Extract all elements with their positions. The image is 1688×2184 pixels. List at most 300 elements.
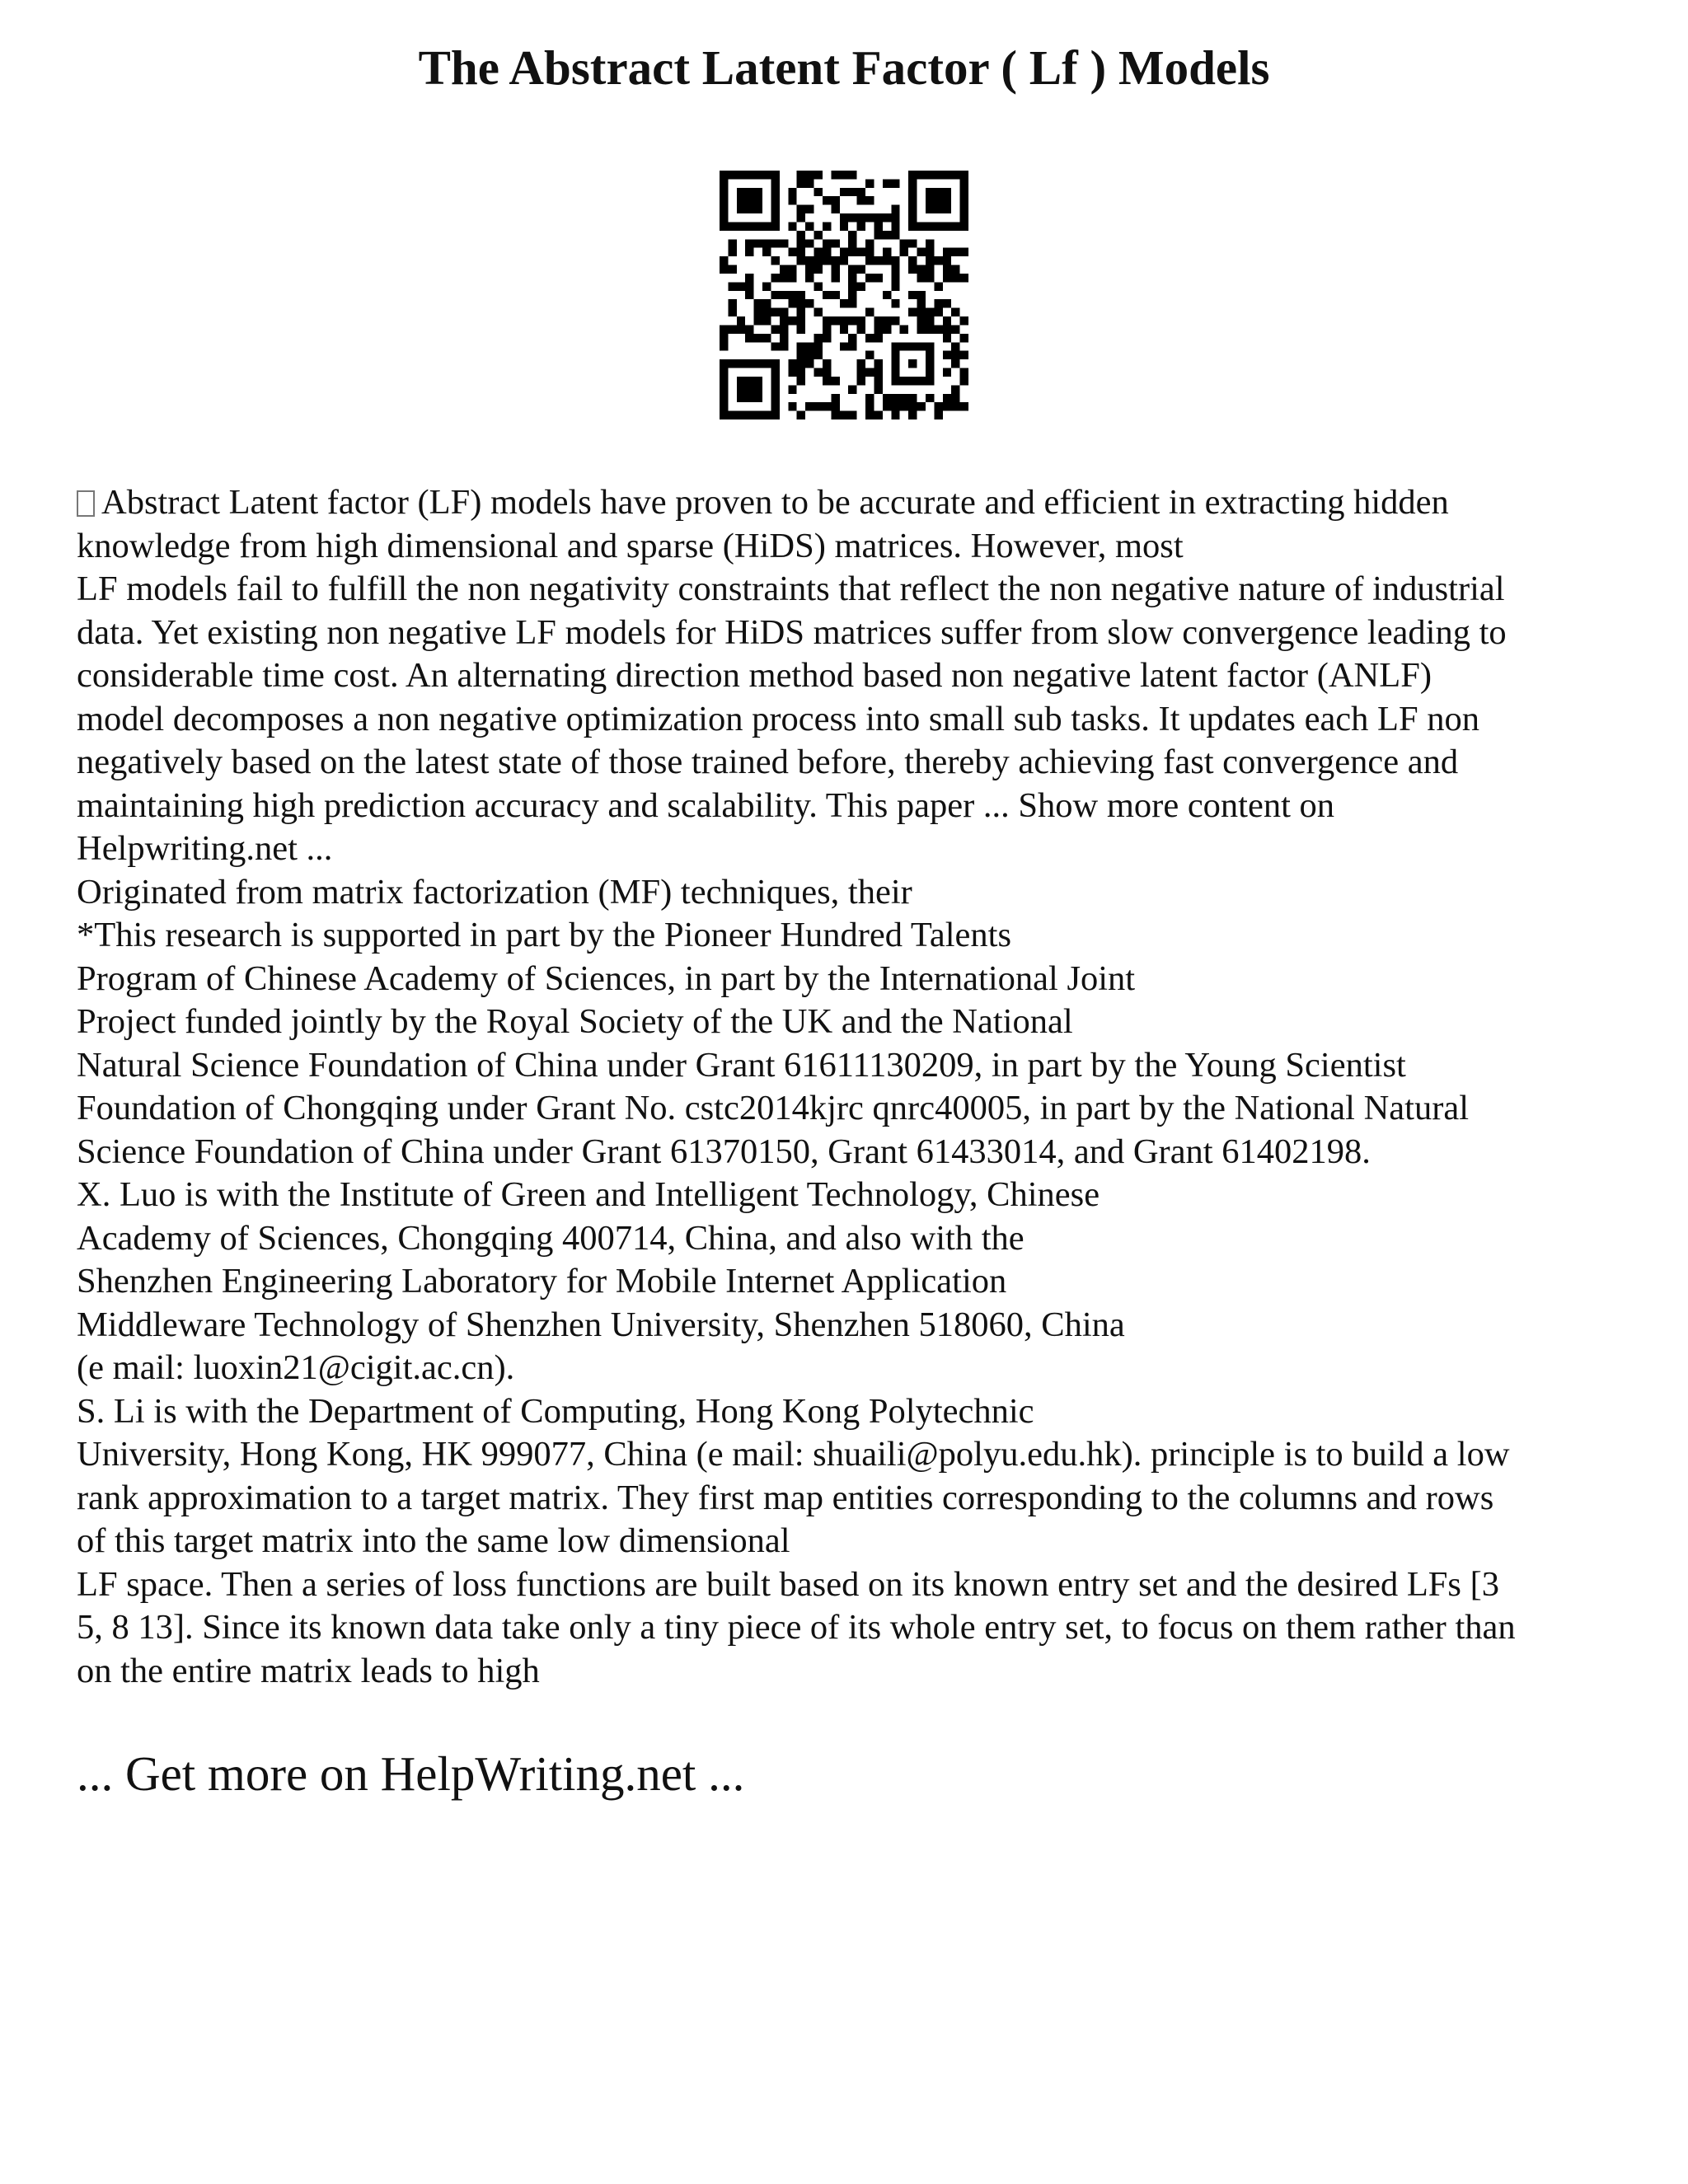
qr-module [900,325,908,333]
qr-module [745,325,753,333]
author-affiliation-line: X. Luo is with the Institute of Green and Intelligent Technology, Chinese [77,1175,1100,1214]
qr-module [831,377,839,385]
qr-module [857,359,865,368]
qr-module [951,248,959,256]
qr-module [883,213,891,222]
qr-module [874,213,882,222]
qr-module [857,248,865,256]
qr-module [865,368,874,377]
qr-module [754,299,762,307]
qr-module [934,299,942,307]
qr-module [960,351,968,359]
qr-module [780,325,788,333]
qr-module [943,265,951,274]
qr-module [865,411,874,419]
qr-module [865,334,874,342]
body-line: on the entire matrix leads to high [77,1651,540,1690]
qr-module [788,188,796,196]
qr-module [926,316,934,325]
qr-module [745,334,753,342]
qr-module [754,308,762,316]
qr-module [891,394,899,402]
qr-module [900,394,908,402]
qr-module [900,402,908,410]
qr-module [840,188,848,196]
qr-module [865,256,874,265]
footnote-line: Natural Science Foundation of China under Grant 61611130209, in part by the Young Scientist [77,1045,1406,1085]
qr-module [960,334,968,342]
footnote-line: Science Foundation of China under Grant 61370150, Grant 61433014, and Grant 61402198. [77,1132,1371,1171]
qr-module [865,248,874,256]
qr-module [814,231,823,239]
qr-module [831,291,839,299]
qr-module [814,368,823,377]
qr-module [917,325,926,333]
qr-module [848,334,856,342]
qr-module [840,248,848,256]
qr-module [960,368,968,377]
qr-module [797,239,805,247]
qr-module [728,325,736,333]
qr-module [951,308,959,316]
qr-module [797,256,805,265]
qr-module [848,282,856,290]
qr-module [780,265,788,274]
qr-module [754,239,762,247]
qr-module [848,316,856,325]
qr-module [771,342,779,350]
qr-module [874,274,882,282]
qr-module [917,402,926,410]
qr-module [960,274,968,282]
qr-module [874,316,882,325]
qr-module [805,299,814,307]
qr-module [831,205,839,213]
qr-module [754,316,762,325]
qr-module [728,265,736,274]
qr-module [823,368,831,377]
qr-module [771,291,779,299]
body-line: University, Hong Kong, HK 999077, China (e mail: shuaili@polyu.edu.hk). principle is to build a low [77,1435,1510,1474]
qr-module [891,222,899,230]
qr-module [805,351,814,359]
qr-module [926,274,934,282]
qr-module [951,351,959,359]
abstract-line: data. Yet existing non negative LF models for HiDS matrices suffer from slow convergence leading to [77,612,1507,652]
qr-module [797,368,805,377]
abstract-line: knowledge from high dimensional and sparse (HiDS) matrices. However, most [77,526,1184,565]
qr-module [788,299,796,307]
qr-module [840,316,848,325]
qr-module [883,291,891,299]
qr-module [883,248,891,256]
qr-module [771,325,779,333]
qr-module [728,248,736,256]
qr-module [848,342,856,350]
qr-module [823,325,831,333]
qr-module [737,316,745,325]
abstract-line: considerable time cost. An alternating direction method based non negative latent factor (ANLF) [77,656,1432,695]
qr-module [797,179,805,187]
qr-module [762,282,771,290]
qr-module [831,265,839,274]
qr-module [814,188,823,196]
qr-module [771,274,779,282]
qr-module [814,171,823,179]
abstract-line: maintaining high prediction accuracy and scalability. This paper ... Show more content on [77,785,1335,825]
qr-module [788,402,796,410]
qr-module [891,205,899,213]
qr-module [840,325,848,333]
author-affiliation-line: Academy of Sciences, Chongqing 400714, China, and also with the [77,1218,1025,1258]
missing-glyph-icon [77,490,95,517]
qr-module [960,402,968,410]
qr-module [823,222,831,230]
qr-module [797,316,805,325]
qr-module [883,316,891,325]
qr-module [883,231,891,239]
qr-module [823,377,831,385]
qr-module [908,402,917,410]
qr-module [857,282,865,290]
qr-module [874,222,882,230]
qr-module [831,274,839,282]
qr-module [874,359,882,368]
qr-module [908,291,917,299]
qr-module [797,213,805,222]
qr-module [720,256,728,265]
qr-module [917,291,926,299]
qr-module [805,171,814,179]
qr-module [788,248,796,256]
qr-module [848,291,856,299]
qr-code [720,171,968,419]
qr-module [926,394,934,402]
qr-module [720,342,728,350]
qr-module [891,179,899,187]
qr-module [874,334,882,342]
qr-module [762,308,771,316]
qr-module [960,377,968,385]
qr-module [823,334,831,342]
qr-module [762,316,771,325]
qr-module [934,308,942,316]
qr-module [823,359,831,368]
qr-module [805,179,814,187]
qr-module [926,308,934,316]
qr-module [797,325,805,333]
qr-module [831,411,839,419]
qr-module [840,213,848,222]
qr-module [900,239,908,247]
qr-module [951,359,959,368]
qr-module [814,402,823,410]
qr-module [951,265,959,274]
qr-module [762,299,771,307]
qr-module [831,394,839,402]
qr-module [934,402,942,410]
qr-module [814,282,823,290]
qr-module [943,394,951,402]
body-line: LF space. Then a series of loss functions are built based on its known entry set and the desired LFs [3 [77,1564,1500,1604]
qr-module [951,325,959,333]
qr-module [737,325,745,333]
qr-module [797,299,805,307]
qr-module [797,377,805,385]
qr-module [745,248,753,256]
qr-module [805,256,814,265]
qr-module [745,291,753,299]
qr-module [797,291,805,299]
qr-module [762,239,771,247]
qr-module [865,402,874,410]
qr-module [831,402,839,410]
qr-module [805,274,814,282]
qr-module [840,342,848,350]
qr-module [788,196,796,204]
qr-module [814,351,823,359]
qr-module [797,351,805,359]
abstract-body [77,481,1626,1693]
qr-module [805,205,814,213]
qr-module [865,308,874,316]
qr-module [840,411,848,419]
qr-module [943,256,951,265]
qr-module [943,402,951,410]
qr-module [771,256,779,265]
qr-module [780,342,788,350]
qr-module [848,213,856,222]
qr-module [943,299,951,307]
qr-module [805,342,814,350]
qr-module [865,213,874,222]
get-more-link[interactable]: ... Get more on HelpWriting.net ... [77,1746,745,1801]
qr-module [848,171,856,179]
qr-module [926,239,934,247]
body-line: of this target matrix into the same low dimensional [77,1521,790,1560]
footnote-line: *This research is supported in part by the Pioneer Hundred Talents [77,916,1012,954]
qr-module [951,402,959,410]
qr-module [934,325,942,333]
qr-module [857,265,865,274]
qr-module [917,248,926,256]
qr-code-icon [720,171,968,419]
qr-module [788,274,796,282]
qr-module [805,402,814,410]
qr-module [874,377,882,385]
qr-module [891,282,899,290]
qr-module [831,239,839,247]
qr-module [780,274,788,282]
qr-module [780,291,788,299]
qr-module [943,248,951,256]
qr-module [943,334,951,342]
qr-module [848,239,856,247]
qr-module [908,394,917,402]
qr-module [771,239,779,247]
qr-module [917,308,926,316]
qr-module [926,248,934,256]
qr-module [908,256,917,265]
qr-module [797,171,805,179]
qr-module [857,368,865,377]
qr-module [917,316,926,325]
qr-module [891,274,899,282]
qr-module [823,196,831,204]
qr-module [831,196,839,204]
qr-module [883,179,891,187]
qr-module [951,394,959,402]
author-affiliation-line: S. Li is with the Department of Computing, Hong Kong Polytechnic [77,1391,1034,1431]
qr-module [780,334,788,342]
qr-module [728,282,736,290]
qr-module [917,299,926,307]
qr-module [908,411,917,419]
qr-module [797,231,805,239]
qr-module [874,385,882,393]
qr-module [917,274,926,282]
qr-module [848,385,856,393]
qr-module [720,325,728,333]
qr-module [865,179,874,187]
qr-module [900,248,908,256]
qr-module [943,351,951,359]
qr-module [788,359,796,368]
qr-module [934,411,942,419]
abstract-line: Helpwriting.net ... [77,829,333,868]
qr-module [865,239,874,247]
qr-module [814,334,823,342]
qr-module [797,411,805,419]
qr-module [865,274,874,282]
qr-module [874,411,882,419]
footnote-line: Foundation of Chongqing under Grant No. cstc2014kjrc qnrc40005, in part by the National Natural [77,1089,1470,1127]
qr-module [780,239,788,247]
qr-module [848,411,856,419]
qr-module [943,325,951,333]
qr-module [874,256,882,265]
qr-module [797,342,805,350]
author-affiliation-line: Middleware Technology of Shenzhen University, Shenzhen 518060, China [77,1305,1125,1344]
qr-module [943,316,951,325]
qr-module [883,325,891,333]
qr-module [917,265,926,274]
qr-module [908,265,917,274]
qr-module [762,334,771,342]
body-line: 5, 8 13]. Since its known data take only a tiny piece of its whole entry set, to focus on them rather than [77,1608,1516,1647]
qr-module [797,205,805,213]
qr-module [840,171,848,179]
qr-module [926,256,934,265]
qr-module [934,282,942,290]
qr-module [926,265,934,274]
qr-module [814,265,823,274]
qr-module [814,308,823,316]
qr-module [823,291,831,299]
qr-module [926,325,934,333]
qr-module [857,377,865,385]
qr-module [951,385,959,393]
qr-module [840,299,848,307]
qr-module [788,368,796,377]
qr-module [823,239,831,247]
qr-module [788,385,796,393]
qr-module [891,231,899,239]
qr-module [745,274,753,282]
qr-module [780,316,788,325]
body-line: rank approximation to a target matrix. They first map entities corresponding to the columns and rows [77,1478,1494,1517]
qr-module [883,394,891,402]
qr-module [797,248,805,256]
qr-module [797,308,805,316]
qr-module [805,222,814,230]
qr-module [951,342,959,350]
abstract-line: negatively based on the latest state of those trained before, thereby achieving fast convergence and [77,743,1459,781]
qr-module [831,171,839,179]
qr-module [728,239,736,247]
qr-module [960,316,968,325]
qr-module [762,248,771,256]
qr-module [831,316,839,325]
qr-module [865,196,874,204]
qr-module [857,316,865,325]
qr-module [737,282,745,290]
qr-module [951,274,959,282]
footnote-line: Project funded jointly by the Royal Society of the UK and the National [77,1002,1073,1041]
qr-module [788,222,796,230]
qr-module [840,256,848,265]
qr-module [908,308,917,316]
qr-module [805,359,814,368]
qr-module [891,316,899,325]
body-line: Originated from matrix factorization (MF) techniques, their [77,872,912,912]
qr-module [745,239,753,247]
qr-module [728,299,736,307]
qr-module [823,316,831,325]
qr-module [805,265,814,274]
qr-module [883,402,891,410]
qr-module [788,316,796,325]
qr-module [848,299,856,307]
author-email-line: (e mail: luoxin21@cigit.ac.cn). [77,1348,515,1387]
abstract-line: Abstract Latent factor (LF) models have proven to be accurate and efficient in extracting hidden [77,481,1626,525]
qr-module [960,248,968,256]
qr-module [857,222,865,230]
qr-module [788,291,796,299]
qr-module [780,308,788,316]
qr-module [805,239,814,247]
qr-module [934,256,942,265]
qr-module [814,248,823,256]
qr-module [848,188,856,196]
qr-module [891,265,899,274]
qr-module [848,231,856,239]
qr-module [814,342,823,350]
qr-module [943,368,951,377]
qr-module [874,231,882,239]
qr-module [874,368,882,377]
qr-module [891,256,899,265]
qr-module [874,325,882,333]
qr-module [848,265,856,274]
author-affiliation-line: Shenzhen Engineering Laboratory for Mobile Internet Application [77,1262,1007,1301]
qr-module [823,248,831,256]
qr-module [865,394,874,402]
footnote-line: Program of Chinese Academy of Sciences, in part by the International Joint [77,958,1136,998]
qr-module [891,299,899,307]
qr-module [823,256,831,265]
qr-module [728,308,736,316]
